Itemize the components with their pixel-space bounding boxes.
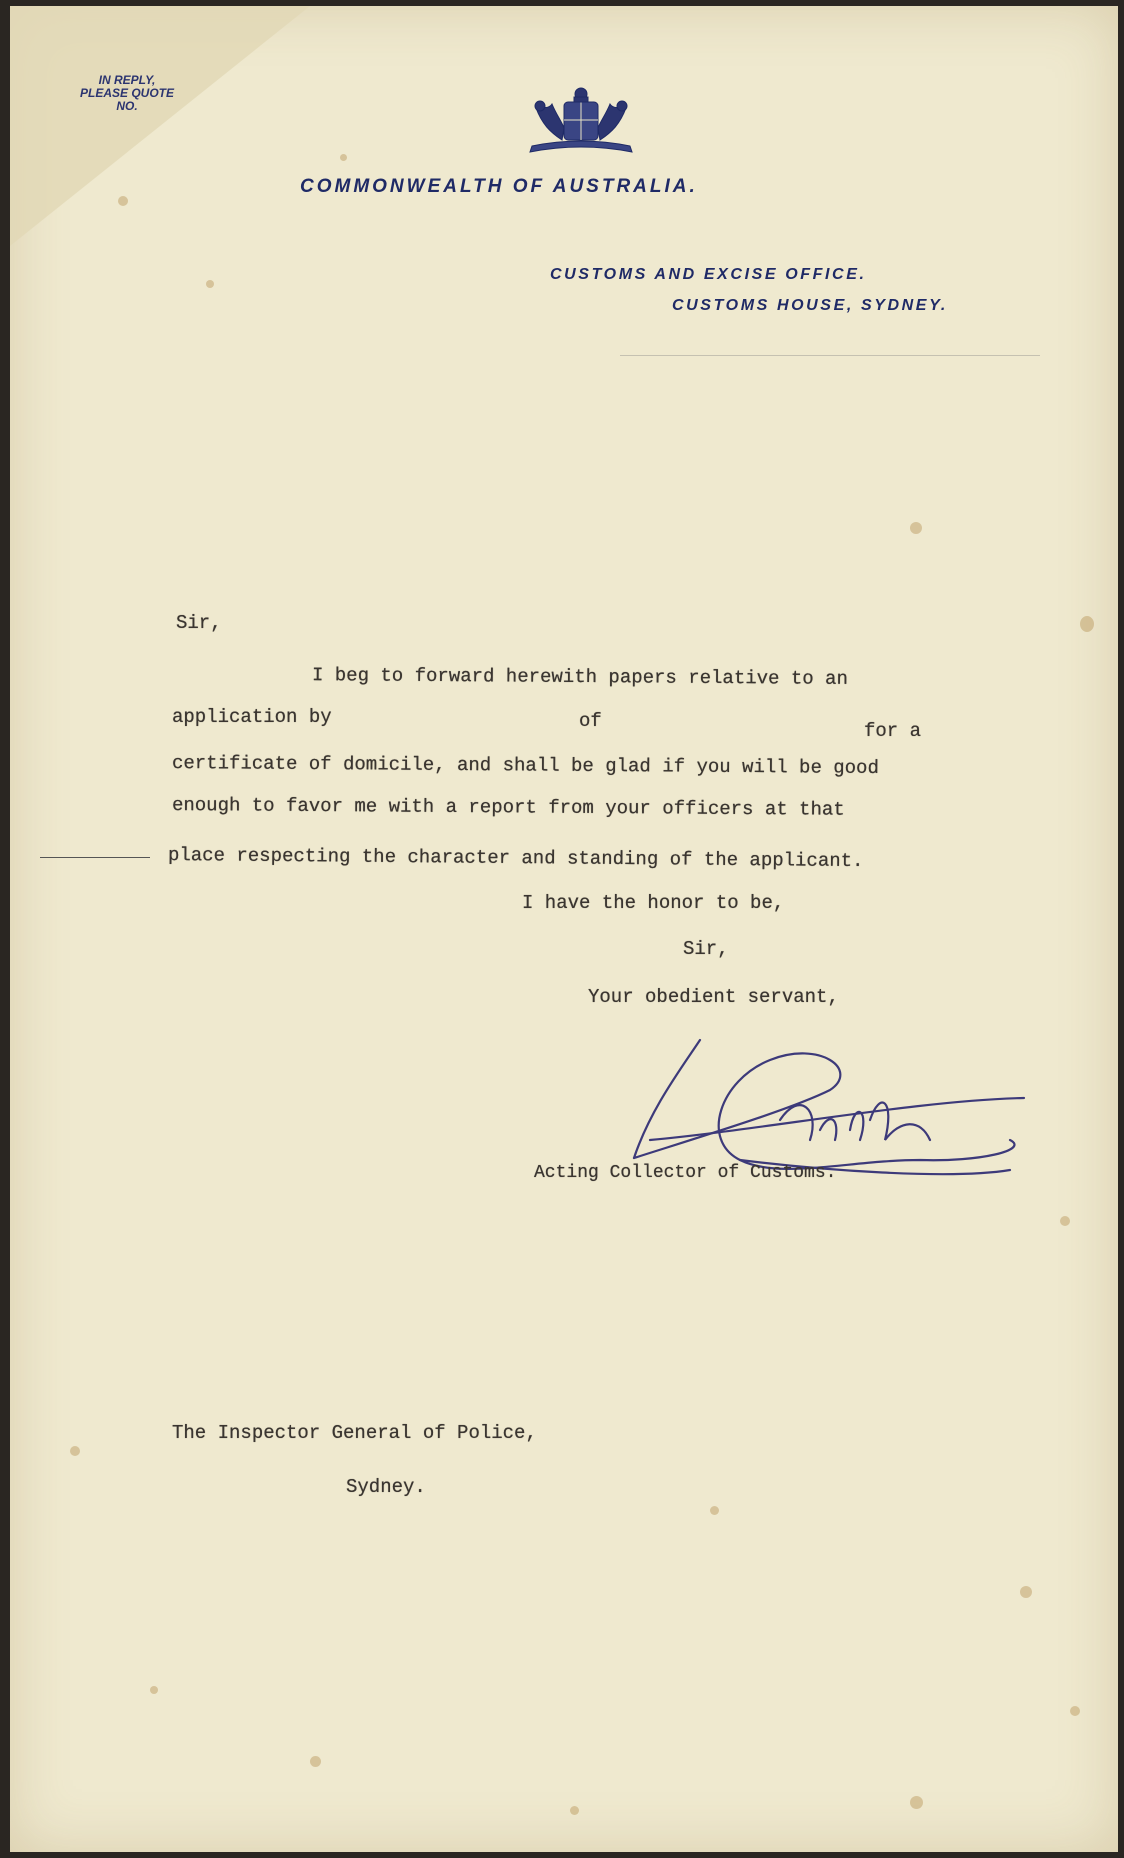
folded-corner bbox=[10, 6, 310, 246]
stain bbox=[150, 1686, 158, 1694]
body-line: enough to favor me with a report from your officers at that bbox=[171, 794, 845, 821]
stain bbox=[310, 1756, 321, 1767]
closing-line: I have the honor to be, bbox=[522, 892, 785, 914]
reply-note-line: NO. bbox=[116, 99, 138, 113]
stain bbox=[910, 522, 922, 534]
stain bbox=[910, 1796, 923, 1809]
closing-line: Sir, bbox=[683, 938, 729, 960]
stain bbox=[570, 1806, 579, 1815]
body-line: application by bbox=[172, 706, 332, 728]
body-line: for a bbox=[864, 720, 922, 742]
stain bbox=[1060, 1216, 1070, 1226]
stain bbox=[118, 196, 128, 206]
margin-rule bbox=[40, 857, 150, 858]
stain bbox=[340, 154, 347, 161]
reply-note-line: IN REPLY, bbox=[98, 73, 156, 87]
stain bbox=[1070, 1706, 1080, 1716]
closing-line: Your obedient servant, bbox=[588, 986, 839, 1008]
reply-note bbox=[52, 74, 202, 113]
stain bbox=[70, 1446, 80, 1456]
addressee-name: The Inspector General of Police, bbox=[172, 1422, 537, 1444]
letterhead-title: COMMONWEALTH OF AUSTRALIA. bbox=[300, 176, 698, 197]
body-line: of bbox=[579, 710, 602, 732]
reply-note-line: PLEASE QUOTE bbox=[79, 86, 174, 100]
body-line: certificate of domicile, and shall be glad if you will be good bbox=[171, 752, 879, 779]
addressee-city: Sydney. bbox=[346, 1476, 426, 1498]
body-line: place respecting the character and standing of the applicant. bbox=[167, 844, 864, 873]
letterhead-office: CUSTOMS AND EXCISE OFFICE. bbox=[550, 266, 867, 283]
stain bbox=[206, 280, 214, 288]
coat-of-arms-icon bbox=[512, 84, 650, 156]
body-line: I beg to forward herewith papers relative to an bbox=[311, 664, 848, 690]
signatory-role: Acting Collector of Customs. bbox=[534, 1163, 837, 1183]
header-rule bbox=[620, 355, 1040, 356]
stain bbox=[1080, 616, 1094, 632]
letterhead-address: CUSTOMS HOUSE, SYDNEY. bbox=[672, 297, 948, 314]
stain bbox=[1020, 1586, 1032, 1598]
stain bbox=[710, 1506, 719, 1515]
salutation: Sir, bbox=[176, 612, 222, 634]
